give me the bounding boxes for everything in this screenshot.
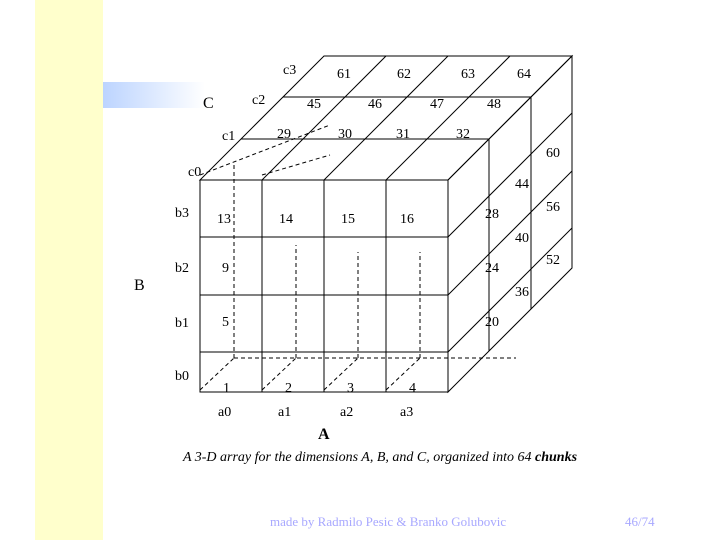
chunk-label: 61	[337, 67, 351, 82]
chunk-label: 28	[485, 207, 499, 222]
a-axis-label: a2	[340, 405, 354, 420]
b-axis-label: b3	[175, 206, 189, 221]
c-axis-label: c3	[283, 63, 297, 78]
caption-text: A 3-D array for the dimensions A, B, and C, organized into 64	[182, 450, 536, 465]
figure-caption	[0, 450, 720, 466]
a-axis-label: a1	[278, 405, 292, 420]
dimension-b-label: B	[134, 277, 145, 294]
right-face-numbers	[485, 146, 560, 330]
chunk-label: 30	[338, 127, 352, 142]
b-axis-labels	[175, 206, 189, 384]
chunk-label: 24	[485, 261, 499, 276]
chunk-label: 36	[515, 285, 529, 300]
chunk-label: 20	[485, 315, 499, 330]
footer-credit: made by Radmilo Pesic & Branko Golubovic	[270, 514, 507, 529]
chunk-label: 9	[222, 261, 229, 276]
chunk-label: 16	[400, 212, 414, 227]
caption-emphasis: chunks	[535, 450, 578, 465]
c-axis-label: c1	[222, 129, 236, 144]
chunk-label: 31	[396, 127, 410, 142]
top-face-numbers	[277, 67, 531, 142]
hidden-edges	[200, 125, 516, 390]
chunk-label: 48	[487, 97, 501, 112]
chunk-label: 3	[347, 381, 354, 396]
chunk-label: 1	[223, 381, 230, 396]
chunk-label: 5	[222, 315, 229, 330]
chunk-label: 44	[515, 177, 529, 192]
chunk-label: 40	[515, 231, 529, 246]
chunk-label: 2	[285, 381, 292, 396]
a-axis-label: a0	[218, 405, 232, 420]
a-axis-labels	[218, 405, 413, 420]
chunk-label: 13	[217, 212, 231, 227]
chunk-label: 46	[368, 97, 382, 112]
b-axis-label: b2	[175, 261, 189, 276]
c-axis-label: c2	[252, 93, 266, 108]
chunk-label: 14	[279, 212, 293, 227]
chunk-label: 60	[546, 146, 560, 161]
chunk-label: 45	[307, 97, 321, 112]
chunk-label: 64	[517, 67, 531, 82]
dimension-a-label: A	[318, 426, 330, 443]
chunk-label: 62	[397, 67, 411, 82]
chunk-label: 52	[546, 253, 560, 268]
chunk-label: 32	[456, 127, 470, 142]
dimension-labels	[134, 95, 330, 443]
b-axis-label: b1	[175, 316, 189, 331]
chunk-label: 29	[277, 127, 291, 142]
page-number: 46/74	[625, 514, 655, 529]
chunk-label: 15	[341, 212, 355, 227]
chunk-label: 63	[461, 67, 475, 82]
dimension-c-label: C	[203, 95, 214, 112]
b-axis-label: b0	[175, 369, 189, 384]
c-axis-label: c0	[188, 165, 202, 180]
chunk-label: 4	[409, 381, 416, 396]
chunk-label: 56	[546, 200, 560, 215]
right-face	[448, 56, 572, 392]
chunk-label: 47	[430, 97, 444, 112]
a-axis-label: a3	[400, 405, 414, 420]
